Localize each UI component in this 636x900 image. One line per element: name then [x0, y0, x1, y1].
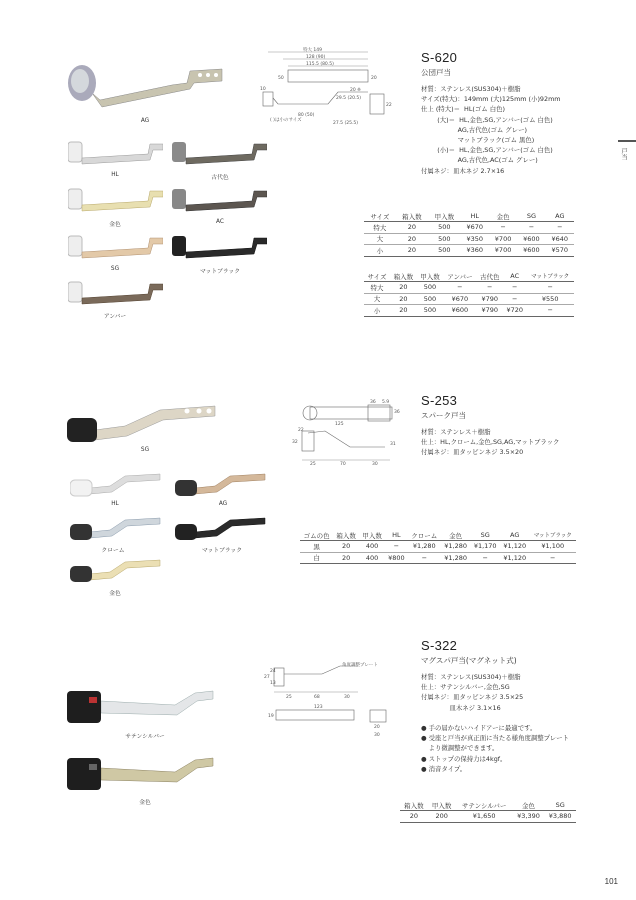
s322-dim-9: 20 — [374, 725, 380, 730]
table-cell: − — [503, 282, 526, 294]
s253-ag-image — [175, 470, 270, 500]
s620-cap-ac: AC — [216, 219, 224, 225]
s620-spec-6: (小)＝ HL,金色,SG,アンバー(ゴム 白色) — [421, 146, 553, 155]
table-header: 箱入数 — [400, 800, 428, 811]
bullet-text: 手の届かないハイドアーに最適です。 — [428, 724, 537, 732]
table-cell: − — [546, 222, 574, 234]
s620-cap-hl: HL — [111, 172, 119, 178]
table-cell: 20 — [396, 222, 428, 234]
table-row — [364, 233, 574, 245]
s253-dim-4: 32 — [292, 440, 298, 445]
s253-cap-hl: HL — [111, 501, 119, 507]
s620-dim-0: 特大 149 — [303, 48, 323, 53]
table-header: 箱入数 — [333, 530, 359, 541]
s253-dim-8: 70 — [340, 462, 346, 467]
table-cell: 500 — [417, 305, 444, 317]
table-cell: ¥800 — [385, 552, 408, 564]
table-cell: ¥570 — [546, 245, 574, 257]
table-header-row — [364, 271, 574, 282]
s253-spec-2: 付属ネジ：皿タッピンネジ 3.5×20 — [421, 448, 524, 457]
table-cell: 大 — [364, 293, 390, 305]
s620-dim-8: 10 — [260, 87, 266, 92]
s322-code: S-322 — [421, 638, 458, 653]
table-row — [364, 305, 574, 317]
table-cell: 20 — [390, 282, 417, 294]
list-item — [421, 754, 569, 764]
table-cell: 500 — [428, 222, 460, 234]
s253-hl-image — [70, 470, 165, 500]
table-header: HL — [461, 211, 489, 222]
bullet-icon: ● — [421, 754, 429, 763]
table-cell: ¥1,100 — [530, 541, 576, 553]
s620-price-table-2 — [364, 271, 574, 317]
table-cell: ¥1,170 — [470, 541, 500, 553]
table-cell: ¥1,650 — [456, 811, 513, 823]
s322-name: マグスパ戸当(マグネット式) — [421, 656, 517, 665]
table-cell: − — [526, 282, 574, 294]
s620-hl-image — [68, 138, 163, 170]
s620-dim-6: 29.5 (20.5) — [336, 96, 361, 101]
s322-specs — [421, 672, 523, 713]
s620-spec-1: サイズ(特大)：149mm (大)125mm (小)92mm — [421, 95, 561, 104]
table-cell: 500 — [417, 282, 444, 294]
table-cell: 20 — [390, 305, 417, 317]
table-header: ゴムの色 — [300, 530, 333, 541]
s253-cap-mattblack: マットブラック — [201, 548, 243, 554]
table-header-row — [400, 800, 576, 811]
s322-spec-1: 仕上：サテンシルバー,金色,SG — [421, 683, 510, 692]
table-cell: ¥640 — [546, 233, 574, 245]
table-header: HL — [385, 530, 408, 541]
table-cell: 20 — [396, 245, 428, 257]
s620-sg-image — [68, 232, 163, 264]
table-header: AC — [503, 271, 526, 282]
s322-dim-5: 68 — [314, 695, 320, 700]
table-header-row — [364, 211, 574, 222]
s620-dim-5: 20 ※ — [350, 88, 361, 93]
table-header: マットブラック — [526, 271, 574, 282]
s253-chrome-image — [70, 514, 165, 544]
table-cell: ¥1,120 — [500, 552, 530, 564]
bullet-icon: ● — [421, 734, 429, 743]
list-item — [421, 764, 569, 774]
table-cell: 20 — [390, 293, 417, 305]
s322-satin-image — [65, 683, 230, 731]
s620-dim-11: ( )は小のサイズ — [270, 118, 302, 123]
s253-dim-0: 36 — [370, 400, 376, 405]
table-cell: 20 — [396, 233, 428, 245]
table-header: クローム — [408, 530, 441, 541]
s322-dim-10: 30 — [374, 733, 380, 738]
bullet-icon: ● — [421, 764, 429, 773]
s253-mattblack-image — [175, 514, 270, 544]
table-header: 箱入数 — [390, 271, 417, 282]
table-header: 金色 — [441, 530, 471, 541]
table-cell: ¥670 — [443, 293, 476, 305]
table-header: アンバー — [443, 271, 476, 282]
table-cell: ¥700 — [489, 233, 517, 245]
table-cell: 20 — [333, 541, 359, 553]
table-row — [364, 293, 574, 305]
table-header: サイズ — [364, 211, 396, 222]
s253-cap-gold: 金色 — [109, 591, 121, 597]
table-header: 箱入数 — [396, 211, 428, 222]
table-cell: ¥600 — [443, 305, 476, 317]
s322-bullets — [421, 723, 569, 774]
s620-dim-14: 22 — [386, 103, 392, 108]
s253-code: S-253 — [421, 393, 458, 408]
s253-specs — [421, 427, 559, 458]
table-header: マットブラック — [530, 530, 576, 541]
s253-price-table — [300, 530, 576, 564]
table-header: 金色 — [489, 211, 517, 222]
table-cell: − — [470, 552, 500, 564]
page-number: 101 — [604, 877, 618, 886]
bullet-text: 消音タイプ。 — [428, 764, 467, 773]
s322-dim-3: 13 — [270, 681, 276, 686]
table-cell: 500 — [428, 245, 460, 257]
s620-spec-3: (大)＝ HL,金色,SG,アンバー(ゴム 白色) — [421, 115, 553, 124]
table-cell: ¥350 — [461, 233, 489, 245]
table-cell: ¥600 — [517, 233, 545, 245]
table-cell: ¥670 — [461, 222, 489, 234]
s620-cap-ag: AG — [140, 118, 150, 124]
list-item — [421, 723, 569, 733]
s322-spec-2: 付属ネジ：皿タッピンネジ 3.5×25 — [421, 693, 524, 702]
s620-amber-image — [68, 278, 163, 310]
s253-dim-5: 22 — [298, 428, 304, 433]
s322-spec-3: 皿木ネジ 3.1×16 — [421, 703, 501, 712]
table-cell: 特大 — [364, 222, 396, 234]
table-row — [364, 282, 574, 294]
bullet-text: ストップの保持力は4kgf。 — [428, 754, 507, 763]
table-cell: 黒 — [300, 541, 333, 553]
s322-cap-satin: サテンシルバー — [125, 734, 165, 740]
side-tab-label: 戸当 — [620, 148, 627, 160]
table-cell: 400 — [359, 552, 385, 564]
s620-spec-7: AG,古代色,AC(ゴム グレー) — [421, 156, 538, 165]
table-cell: 200 — [428, 811, 456, 823]
table-cell: 白 — [300, 552, 333, 564]
s253-dim-2: 36 — [394, 410, 400, 415]
s322-spec-0: 材質：ステンレス(SUS304)＋樹脂 — [421, 673, 521, 681]
s620-dim-7: 27.5 (25.5) — [333, 121, 358, 126]
table-header: SG — [517, 211, 545, 222]
list-item — [421, 733, 569, 743]
table-row — [364, 222, 574, 234]
table-cell: 大 — [364, 233, 396, 245]
s253-dim-1: 5.9 — [382, 400, 390, 405]
s620-ac-image — [172, 185, 267, 217]
s253-cap-chrome: クローム — [101, 548, 125, 554]
s620-kodai-image — [172, 138, 267, 170]
s620-gold-image — [68, 185, 163, 217]
table-cell: 20 — [333, 552, 359, 564]
table-row — [400, 811, 576, 823]
table-header: AG — [546, 211, 574, 222]
table-header: 甲入数 — [417, 271, 444, 282]
s322-dim-2: 27 — [264, 675, 270, 680]
table-cell: ¥3,880 — [544, 811, 576, 823]
table-header: SG — [544, 800, 576, 811]
s253-dim-9: 30 — [372, 462, 378, 467]
table-cell: 400 — [359, 541, 385, 553]
s620-name: 公団戸当 — [421, 68, 451, 77]
s620-dim-1: 128 (90) — [306, 55, 326, 60]
table-cell: ¥790 — [476, 293, 503, 305]
s620-spec-4: AG,古代色(ゴム グレー) — [421, 125, 527, 134]
table-cell: 500 — [417, 293, 444, 305]
list-item — [421, 743, 569, 753]
bullet-text: より微調整ができます。 — [428, 744, 499, 753]
s322-dim-6: 30 — [344, 695, 350, 700]
s620-spec-0: 材質：ステンレス(SUS304)＋樹脂 — [421, 85, 521, 93]
table-header-row — [300, 530, 576, 541]
table-cell: ¥600 — [517, 245, 545, 257]
s253-spec-0: 材質：ステンレス＋樹脂 — [421, 428, 491, 436]
s322-dim-1: 24 — [270, 669, 276, 674]
s620-spec-2: 仕上 (特大)＝ HL(ゴム 白色) — [421, 105, 505, 114]
s253-cap-ag: AG — [218, 501, 228, 507]
s322-price-table — [400, 800, 576, 823]
table-cell: ¥360 — [461, 245, 489, 257]
table-cell: − — [476, 282, 503, 294]
s620-ag-image — [62, 55, 232, 115]
s322-dim-8: 19 — [268, 714, 274, 719]
s620-cap-kodai: 古代色 — [211, 175, 229, 181]
table-cell: 小 — [364, 305, 390, 317]
table-cell: − — [530, 552, 576, 564]
s253-gold-image — [70, 556, 165, 586]
table-cell: 特大 — [364, 282, 390, 294]
s253-name: スパーク戸当 — [421, 411, 466, 420]
table-header: サテンシルバー — [456, 800, 513, 811]
table-header: AG — [500, 530, 530, 541]
side-tab-bar — [618, 140, 636, 142]
table-cell: 小 — [364, 245, 396, 257]
s322-dim-0: 角度調整プレート — [342, 663, 378, 668]
s253-drawing — [290, 395, 405, 470]
s322-dim-7: 123 — [314, 705, 323, 710]
s322-cap-gold: 金色 — [139, 800, 151, 806]
s253-cap-sg: SG — [140, 447, 150, 453]
s620-spec-8: 付属ネジ：皿木ネジ 2.7×16 — [421, 166, 505, 175]
table-header: 古代色 — [476, 271, 503, 282]
table-header: 甲入数 — [359, 530, 385, 541]
s620-dim-4: 20 — [371, 76, 377, 81]
table-row — [300, 541, 576, 553]
table-header: 甲入数 — [428, 800, 456, 811]
table-cell: ¥3,390 — [513, 811, 545, 823]
table-cell: − — [385, 541, 408, 553]
s253-dim-3: 125 — [335, 422, 344, 427]
s620-specs — [421, 84, 561, 176]
s620-cap-gold: 金色 — [109, 222, 121, 228]
table-cell: ¥1,280 — [441, 552, 471, 564]
s620-cap-mattblack: マットブラック — [199, 269, 241, 275]
bullet-icon: ● — [421, 724, 429, 732]
s253-dim-7: 25 — [310, 462, 316, 467]
table-cell: ¥1,280 — [408, 541, 441, 553]
table-header: SG — [470, 530, 500, 541]
s322-gold-image — [65, 750, 230, 798]
s620-code: S-620 — [421, 50, 458, 65]
table-cell: − — [489, 222, 517, 234]
s253-dim-6: 31 — [390, 442, 396, 447]
s620-dim-10: 80 (50) — [298, 113, 315, 118]
table-cell: ¥790 — [476, 305, 503, 317]
table-cell: ¥550 — [526, 293, 574, 305]
table-header: サイズ — [364, 271, 390, 282]
s620-cap-amber: アンバー — [103, 314, 127, 320]
s620-mattblack-image — [172, 232, 267, 264]
table-header: 金色 — [513, 800, 545, 811]
table-cell: − — [443, 282, 476, 294]
s253-sg-image — [65, 400, 230, 448]
s620-dim-2: 115.5 (80.5) — [306, 62, 334, 67]
table-cell: − — [526, 305, 574, 317]
table-cell: ¥700 — [489, 245, 517, 257]
s620-dim-3: 50 — [278, 76, 284, 81]
table-row — [300, 552, 576, 564]
table-cell: 20 — [400, 811, 428, 823]
table-cell: 500 — [428, 233, 460, 245]
s322-dim-4: 25 — [286, 695, 292, 700]
bullet-text: 受座と戸当が真正面に当たる様角度調整プレート — [428, 734, 569, 743]
table-cell: ¥1,120 — [500, 541, 530, 553]
table-cell: − — [517, 222, 545, 234]
table-cell: ¥720 — [503, 305, 526, 317]
s253-spec-1: 仕上：HL,クローム,金色,SG,AG,マットブラック — [421, 438, 560, 447]
s322-drawing — [262, 660, 402, 745]
table-header: 甲入数 — [428, 211, 460, 222]
table-cell: ¥1,280 — [441, 541, 471, 553]
s620-cap-sg: SG — [110, 266, 120, 272]
table-row — [364, 245, 574, 257]
table-cell: − — [503, 293, 526, 305]
table-cell: − — [408, 552, 441, 564]
s620-price-table-1 — [364, 211, 574, 257]
s620-drawing — [258, 46, 398, 131]
s620-spec-5: マットブラック(ゴム 黒色) — [421, 136, 535, 145]
